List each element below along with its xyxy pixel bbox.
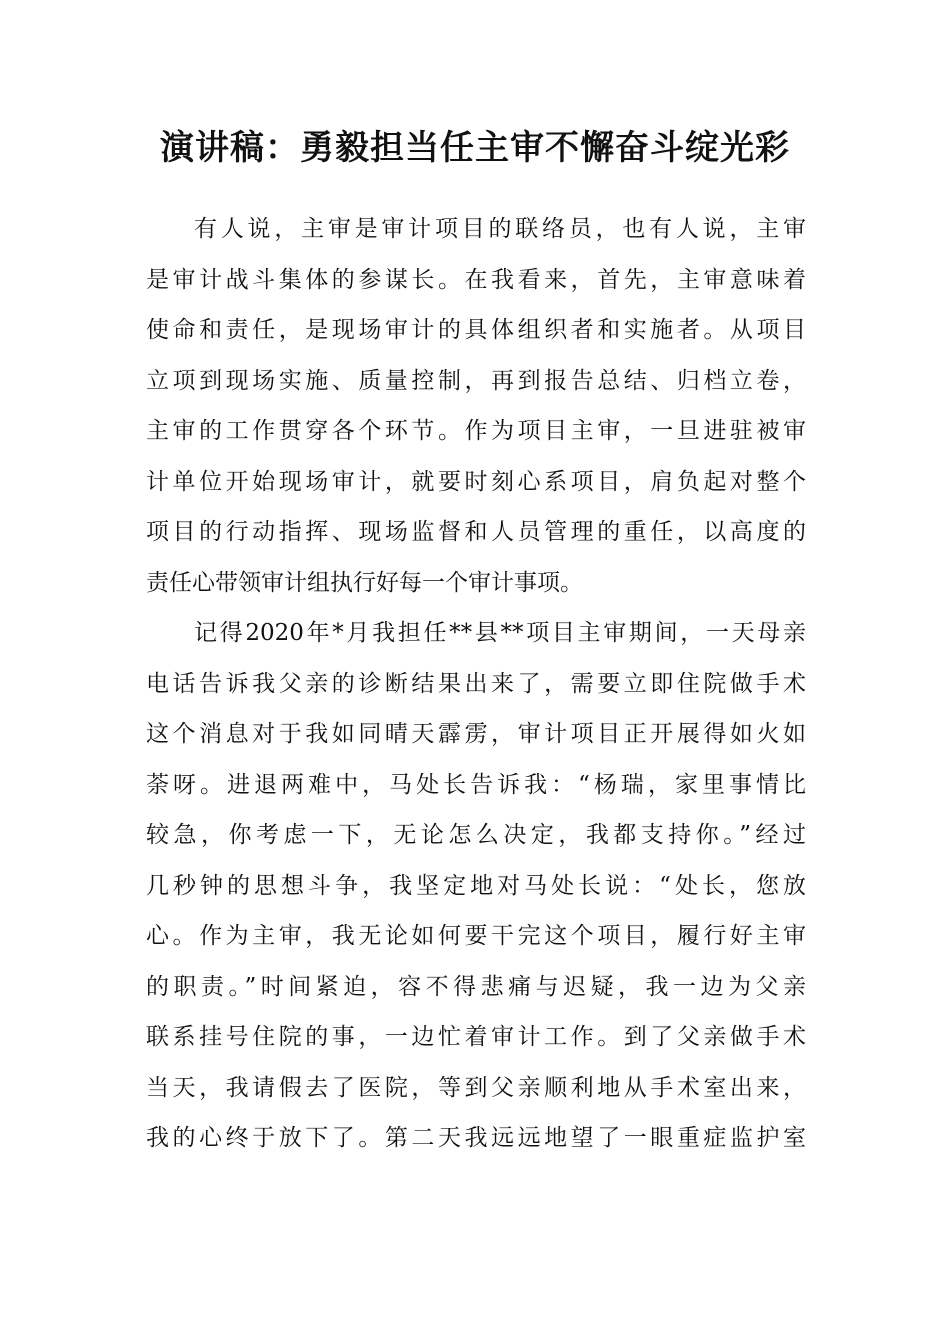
document-body	[146, 204, 806, 1164]
paragraph-line: 记得2020年*月我担任**县**项目主审期间，一天母亲	[194, 620, 806, 646]
paragraph-line: 立项到现场实施、质量控制，再到报告总结、归档立卷，	[146, 367, 806, 394]
paragraph-line: 心。作为主审，我无论如何要干完这个项目，履行好主审	[146, 923, 806, 949]
paragraph-line: 几秒钟的思想斗争，我坚定地对马处长说：“处长，您放	[146, 872, 806, 899]
paragraph-line: 有人说，主审是审计项目的联络员，也有人说，主审	[194, 216, 806, 242]
paragraph-line: 荼呀。进退两难中，马处长告诉我：“杨瑞，家里事情比	[146, 771, 806, 798]
paragraph-line: 使命和责任，是现场审计的具体组织者和实施者。从项目	[146, 317, 806, 343]
paragraph-line: 项目的行动指挥、现场监督和人员管理的重任，以高度的	[146, 519, 806, 545]
paragraph-line: 责任心带领审计组执行好每一个审计事项。	[146, 569, 583, 596]
paragraph-line: 的职责。”时间紧迫，容不得悲痛与迟疑，我一边为父亲	[146, 973, 806, 1000]
paragraph-line: 联系挂号住院的事，一边忙着审计工作。到了父亲做手术	[146, 1024, 806, 1050]
paragraph-line: 是审计战斗集体的参谋长。在我看来，首先，主审意味着	[146, 266, 806, 293]
paragraph-line: 当天，我请假去了医院，等到父亲顺利地从手术室出来，	[146, 1074, 806, 1101]
paragraph-1	[146, 204, 806, 608]
paragraph-line: 这个消息对于我如同晴天霹雳，审计项目正开展得如火如	[146, 721, 806, 747]
paragraph-line: 电话告诉我父亲的诊断结果出来了，需要立即住院做手术	[146, 670, 806, 697]
paragraph-line: 主审的工作贯穿各个环节。作为项目主审，一旦进驻被审	[146, 418, 806, 444]
paragraph-line: 我的心终于放下了。第二天我远远地望了一眼重症监护室	[146, 1125, 806, 1151]
paragraph-line: 较急，你考虑一下，无论怎么决定，我都支持你。”经过	[146, 822, 806, 848]
document-title: 演讲稿：勇毅担当任主审不懈奋斗绽光彩	[160, 128, 790, 168]
paragraph-2	[146, 608, 806, 1164]
paragraph-line: 计单位开始现场审计，就要时刻心系项目，肩负起对整个	[146, 468, 806, 495]
